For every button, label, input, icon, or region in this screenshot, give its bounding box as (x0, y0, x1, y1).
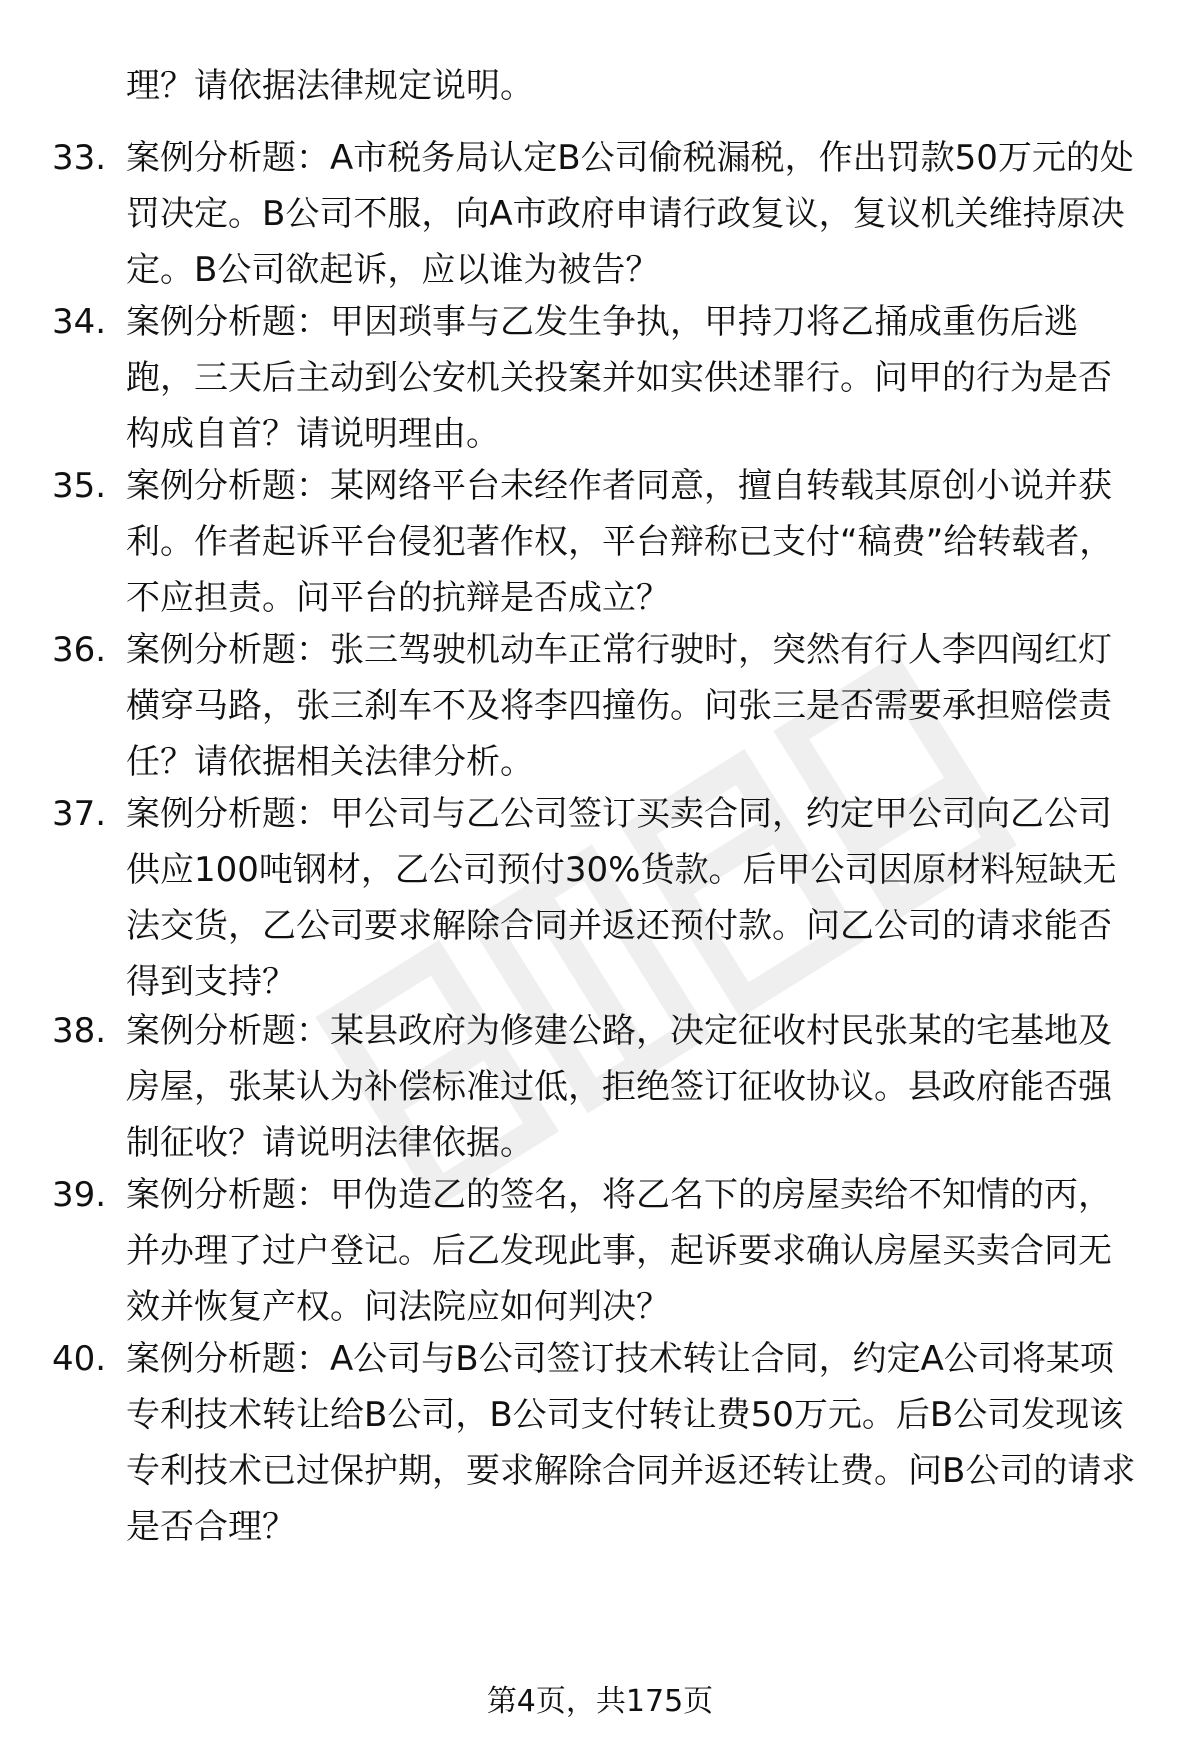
question-number: 39. (52, 1175, 107, 1215)
question-text: 案例分析题：张三驾驶机动车正常行驶时，突然有行人李四闯红灯横穿马路，张三刹车不及将李四撞伤。问张三是否需要承担赔偿责任？请依据相关法律分析。 (126, 630, 1112, 782)
question-item (52, 1331, 1152, 1555)
page-indicator: 第4页，共175页 (486, 1684, 714, 1719)
question-text: 案例分析题：甲伪造乙的签名，将乙名下的房屋卖给不知情的丙，并办理了过户登记。后乙发现此事，起诉要求确认房屋买卖合同无效并恢复产权。问法院应如何判决？ (126, 1175, 1112, 1327)
question-item (52, 786, 1152, 1010)
question-item (52, 294, 1152, 462)
question-text: 案例分析题：某县政府为修建公路，决定征收村民张某的宅基地及房屋，张某认为补偿标准过低，拒绝签订征收协议。县政府能否强制征收？请说明法律依据。 (126, 1011, 1112, 1163)
question-text: 案例分析题：甲因琐事与乙发生争执，甲持刀将乙捅成重伤后逃跑，三天后主动到公安机关投案并如实供述罪行。问甲的行为是否构成自首？请说明理由。 (126, 302, 1112, 454)
question-number: 37. (52, 794, 107, 834)
question-text: 案例分析题：A公司与B公司签订技术转让合同，约定A公司将某项专利技术转让给B公司，B公司支付转让费50万元。后B公司发现该专利技术已过保护期，要求解除合同并返还转让费。问B公司的请求是否合理？ (126, 1339, 1136, 1547)
question-text: 案例分析题：A市税务局认定B公司偷税漏税，作出罚款50万元的处罚决定。B公司不服，向A市政府申请行政复议，复议机关维持原决定。B公司欲起诉，应以谁为被告？ (126, 138, 1134, 290)
question-number: 36. (52, 630, 107, 670)
question-text: 案例分析题：某网络平台未经作者同意，擅自转载其原创小说并获利。作者起诉平台侵犯著作权，平台辩称已支付“稿费”给转载者，不应担责。问平台的抗辩是否成立？ (126, 466, 1114, 618)
continued-question-text: 理？请依据法律规定说明。 (126, 66, 534, 106)
question-item (52, 458, 1152, 626)
question-item (52, 130, 1152, 298)
question-number: 38. (52, 1011, 107, 1051)
question-text: 案例分析题：甲公司与乙公司签订买卖合同，约定甲公司向乙公司供应100吨钢材，乙公司预付30%货款。后甲公司因原材料短缺无法交货，乙公司要求解除合同并返还预付款。问乙公司的请求能否得到支持？ (126, 794, 1117, 1002)
question-number: 35. (52, 466, 107, 506)
question-item (52, 1003, 1152, 1171)
question-number: 40. (52, 1339, 107, 1379)
question-number: 33. (52, 138, 107, 178)
question-number: 34. (52, 302, 107, 342)
question-item (52, 622, 1152, 790)
question-item (52, 1167, 1152, 1335)
